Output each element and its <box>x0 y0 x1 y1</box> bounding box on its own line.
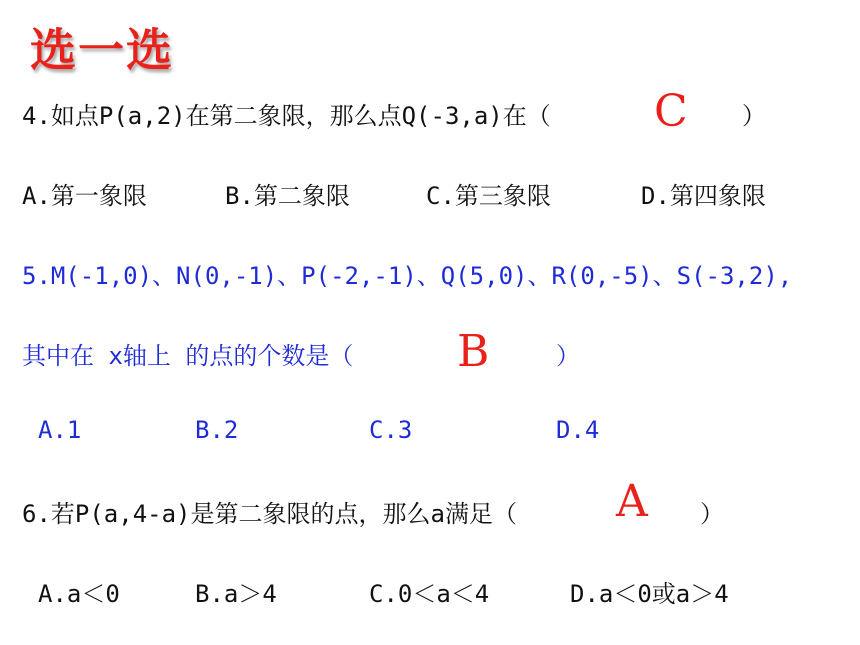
question-5-option-a: A.1 <box>38 416 82 444</box>
page-title: 选一选 <box>30 23 174 77</box>
question-6-stem: 6.若P(a,4-a)是第二象限的点，那么a满足（ <box>22 500 517 528</box>
question-6-option-d: D.a＜0或a＞4 <box>570 580 729 608</box>
question-6-answer: A <box>616 476 648 527</box>
question-5-answer: B <box>457 326 490 377</box>
question-5-close-paren: ） <box>556 342 580 370</box>
question-4-close-paren: ） <box>742 102 766 130</box>
question-5-line-1: 5.M(-1,0)、N(0,-1)、P(-2,-1)、Q(5,0)、R(0,-5)、S(-3,2), <box>22 262 793 290</box>
question-6-option-b: B.a＞4 <box>195 580 277 608</box>
question-4-option-d: D.第四象限 <box>641 182 766 210</box>
question-4-option-b: B.第二象限 <box>225 182 350 210</box>
question-4-option-a: A.第一象限 <box>22 182 147 210</box>
question-5-option-d: D.4 <box>556 416 600 444</box>
question-5-line-2: 其中在 x轴上 的点的个数是（ <box>22 342 354 370</box>
question-4-option-c: C.第三象限 <box>426 182 551 210</box>
question-5-option-b: B.2 <box>195 416 239 444</box>
question-5-option-c: C.3 <box>369 416 413 444</box>
question-6-option-c: C.0＜a＜4 <box>369 580 490 608</box>
question-6-option-a: A.a＜0 <box>38 580 120 608</box>
question-4-answer: C <box>654 86 688 137</box>
question-4-stem: 4.如点P(a,2)在第二象限，那么点Q(-3,a)在（ <box>22 102 551 130</box>
question-6-close-paren: ） <box>700 500 724 528</box>
